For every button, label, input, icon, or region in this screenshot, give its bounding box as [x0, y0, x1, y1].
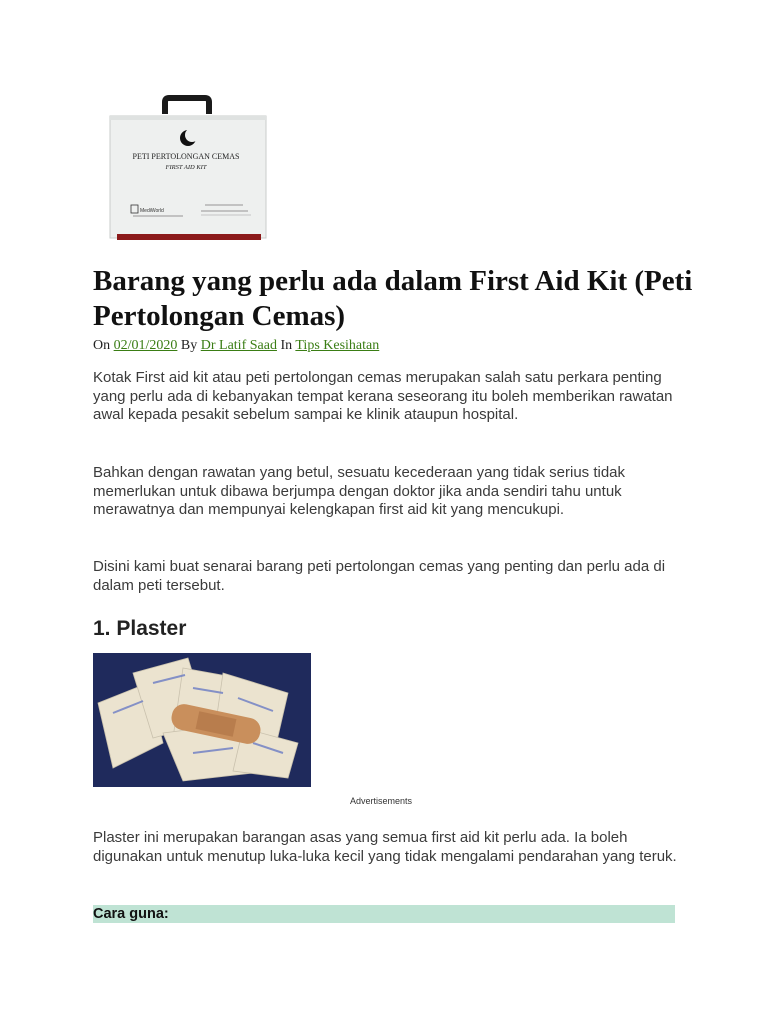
- cara-guna-heading: Cara guna:: [93, 905, 675, 923]
- meta-on-label: On: [93, 338, 111, 353]
- kit-brand: MediWorld: [140, 208, 164, 214]
- article-title: Barang yang perlu ada dalam First Aid Kit (Peti Pertolongan Cemas): [93, 265, 693, 332]
- post-date-link[interactable]: 02/01/2020: [113, 338, 178, 353]
- article-meta: [93, 338, 379, 354]
- kit-label-line2: FIRST AID KIT: [165, 164, 207, 171]
- paragraph-intro: Kotak First aid kit atau peti pertolongan cemas merupakan salah satu perkara penting yang perlu ada di kebanyakan tempat kerana seseorang itu boleh memberikan rawatan awal kepada pesakit sebelum sampai ke klinik ataupun hospital.: [93, 369, 673, 423]
- kit-label-line1: PETI PERTOLONGAN CEMAS: [132, 152, 240, 161]
- first-aid-kit-image: [93, 88, 279, 260]
- author-link[interactable]: Dr Latif Saad: [200, 338, 277, 353]
- paragraph-plaster: Plaster ini merupakan barangan asas yang semua first aid kit perlu ada. Ia boleh digunakan untuk menutup luka-luka kecil yang tidak mengalami pendarahan yang teruk.: [93, 829, 677, 865]
- paragraph-treatment: Bahkan dengan rawatan yang betul, sesuatu kecederaan yang tidak serius tidak memerlukan untuk dibawa berjumpa dengan doktor jika anda sendiri tahu untuk merawatnya dan mempunyai kelengkapan first aid kit yang mencukupi.: [93, 464, 626, 518]
- advertisements-label: Advertisements: [350, 796, 413, 806]
- meta-in-label: In: [280, 338, 293, 353]
- plaster-image: [93, 653, 311, 787]
- section-heading-plaster: 1. Plaster: [93, 617, 187, 640]
- paragraph-list-intro: Disini kami buat senarai barang peti pertolongan cemas yang penting dan perlu ada di dalam peti tersebut.: [93, 558, 666, 594]
- meta-by-label: By: [180, 338, 198, 353]
- category-link[interactable]: Tips Kesihatan: [295, 338, 380, 353]
